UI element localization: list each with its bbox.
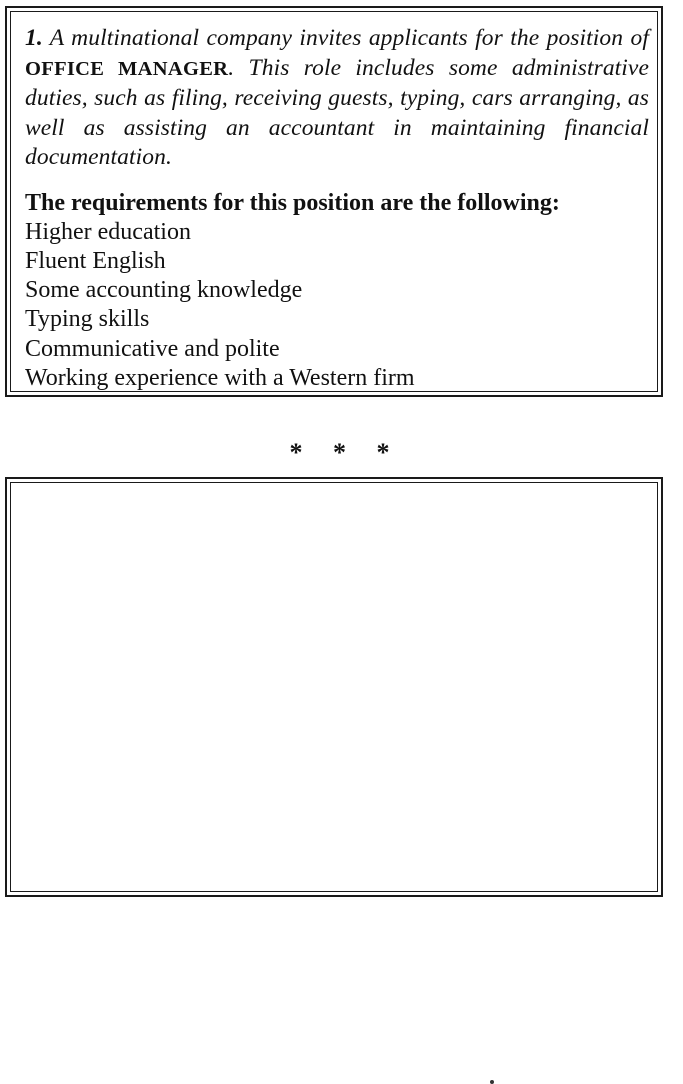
task-number: 1.: [25, 25, 43, 51]
requirement-item: Fluent English: [25, 247, 166, 274]
requirements-list: [25, 218, 649, 394]
section-separator: * * *: [289, 438, 402, 467]
job-description: [25, 24, 649, 173]
requirements-heading: The requirements for this position are the following:: [25, 189, 560, 216]
requirement-item: Higher education: [25, 218, 191, 245]
requirement-item: Some accounting knowledge: [25, 277, 303, 304]
requirement-item: Typing skills: [25, 306, 150, 333]
job-posting-content: [25, 24, 649, 393]
position-title: OFFICE MANAGER: [25, 57, 229, 80]
ink-speck: [490, 1080, 494, 1084]
intro-text-after: . This role includes some administrative duties, such as filing, receiving guests, typing, cars arranging, as well as assisting an accountant in maintaining financial documentation.: [25, 54, 649, 170]
job-posting-box: [5, 6, 663, 397]
answer-box-inner-border: [10, 482, 658, 892]
answer-box: [5, 477, 663, 897]
intro-text-before: A multinational company invites applicants for the position of: [49, 25, 649, 51]
requirement-item: Working experience with a Western firm: [25, 364, 415, 391]
requirement-item: Communicative and polite: [25, 335, 280, 362]
